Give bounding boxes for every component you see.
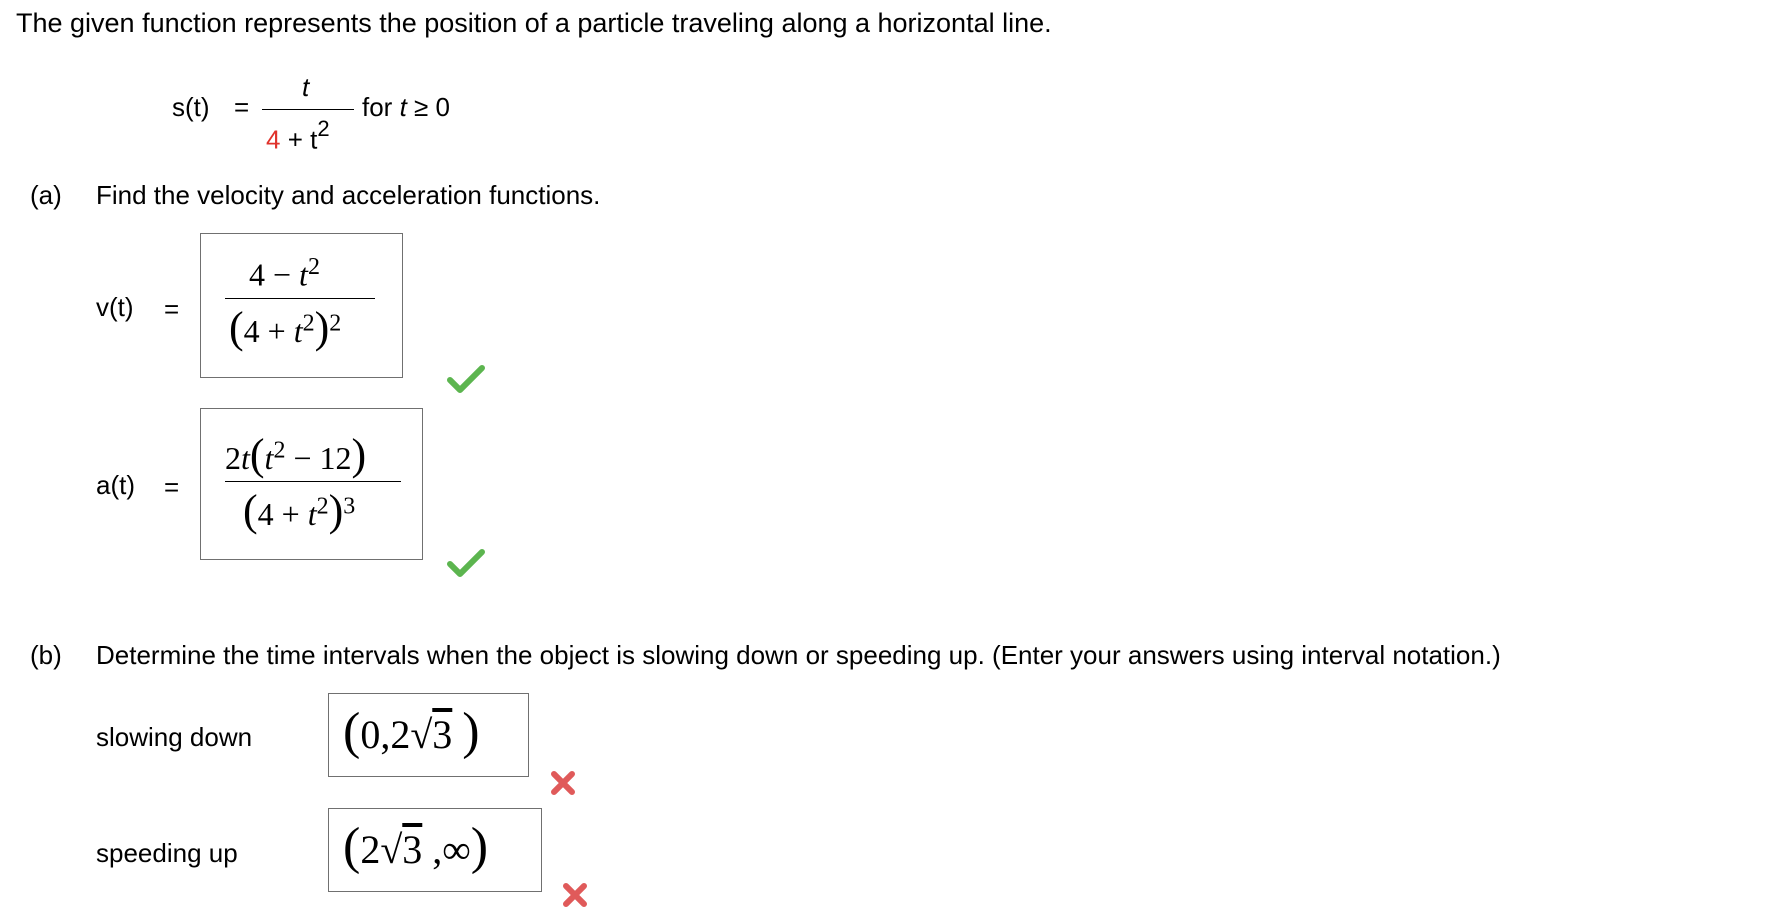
part-b-tag: (b): [30, 640, 62, 670]
acceleration-fraction-bar: [225, 481, 401, 482]
acceleration-label: a(t): [96, 470, 135, 500]
position-domain-prefix: for: [362, 92, 400, 122]
position-fraction-bar: [262, 109, 354, 110]
speeding-up-label: speeding up: [96, 838, 238, 868]
position-denominator-const: 4: [266, 124, 281, 155]
acceleration-equals: =: [164, 472, 180, 502]
position-domain: [362, 92, 450, 123]
speeding-up-x-icon: [562, 882, 588, 908]
velocity-equals: =: [164, 294, 180, 324]
velocity-answer-box[interactable]: [200, 233, 403, 378]
position-domain-var: t: [399, 92, 407, 122]
acceleration-answer-box[interactable]: [200, 408, 423, 560]
position-denominator-rest: + t: [280, 124, 318, 155]
velocity-numerator: $4 - t^2$: [249, 254, 320, 293]
speeding-up-answer-box[interactable]: [328, 808, 542, 892]
position-domain-rest: ≥ 0: [406, 92, 450, 122]
slowing-down-x-icon: [550, 770, 576, 796]
position-lhs: s(t): [172, 92, 210, 122]
velocity-fraction-bar: [225, 298, 375, 299]
speeding-up-answer: (2√3 ,∞): [343, 818, 489, 875]
acceleration-numerator: $2t(t^2 - 12)$: [225, 430, 367, 479]
slowing-down-answer: (0,2√3 ): [343, 703, 480, 760]
part-b-prompt: Determine the time intervals when the object is slowing down or speeding up. (Enter your answers using interval notation.): [96, 640, 1501, 670]
velocity-label: v(t): [96, 292, 134, 322]
position-numerator: t: [302, 72, 310, 102]
part-a-tag: (a): [30, 180, 62, 210]
acceleration-denominator: $(4 + t^2)^3$: [243, 486, 356, 535]
velocity-denominator: $(4 + t^2)^2$: [229, 303, 342, 352]
slowing-down-answer-box[interactable]: [328, 693, 529, 777]
velocity-check-icon: [448, 364, 484, 394]
problem-intro: The given function represents the position of a particle traveling along a horizontal line.: [16, 8, 1052, 38]
part-a-prompt: Find the velocity and acceleration functions.: [96, 180, 601, 210]
position-denominator-exp: 2: [317, 116, 330, 141]
acceleration-check-icon: [448, 548, 484, 578]
position-equals: =: [234, 92, 250, 122]
slowing-down-label: slowing down: [96, 722, 253, 752]
position-denominator: [266, 116, 330, 156]
